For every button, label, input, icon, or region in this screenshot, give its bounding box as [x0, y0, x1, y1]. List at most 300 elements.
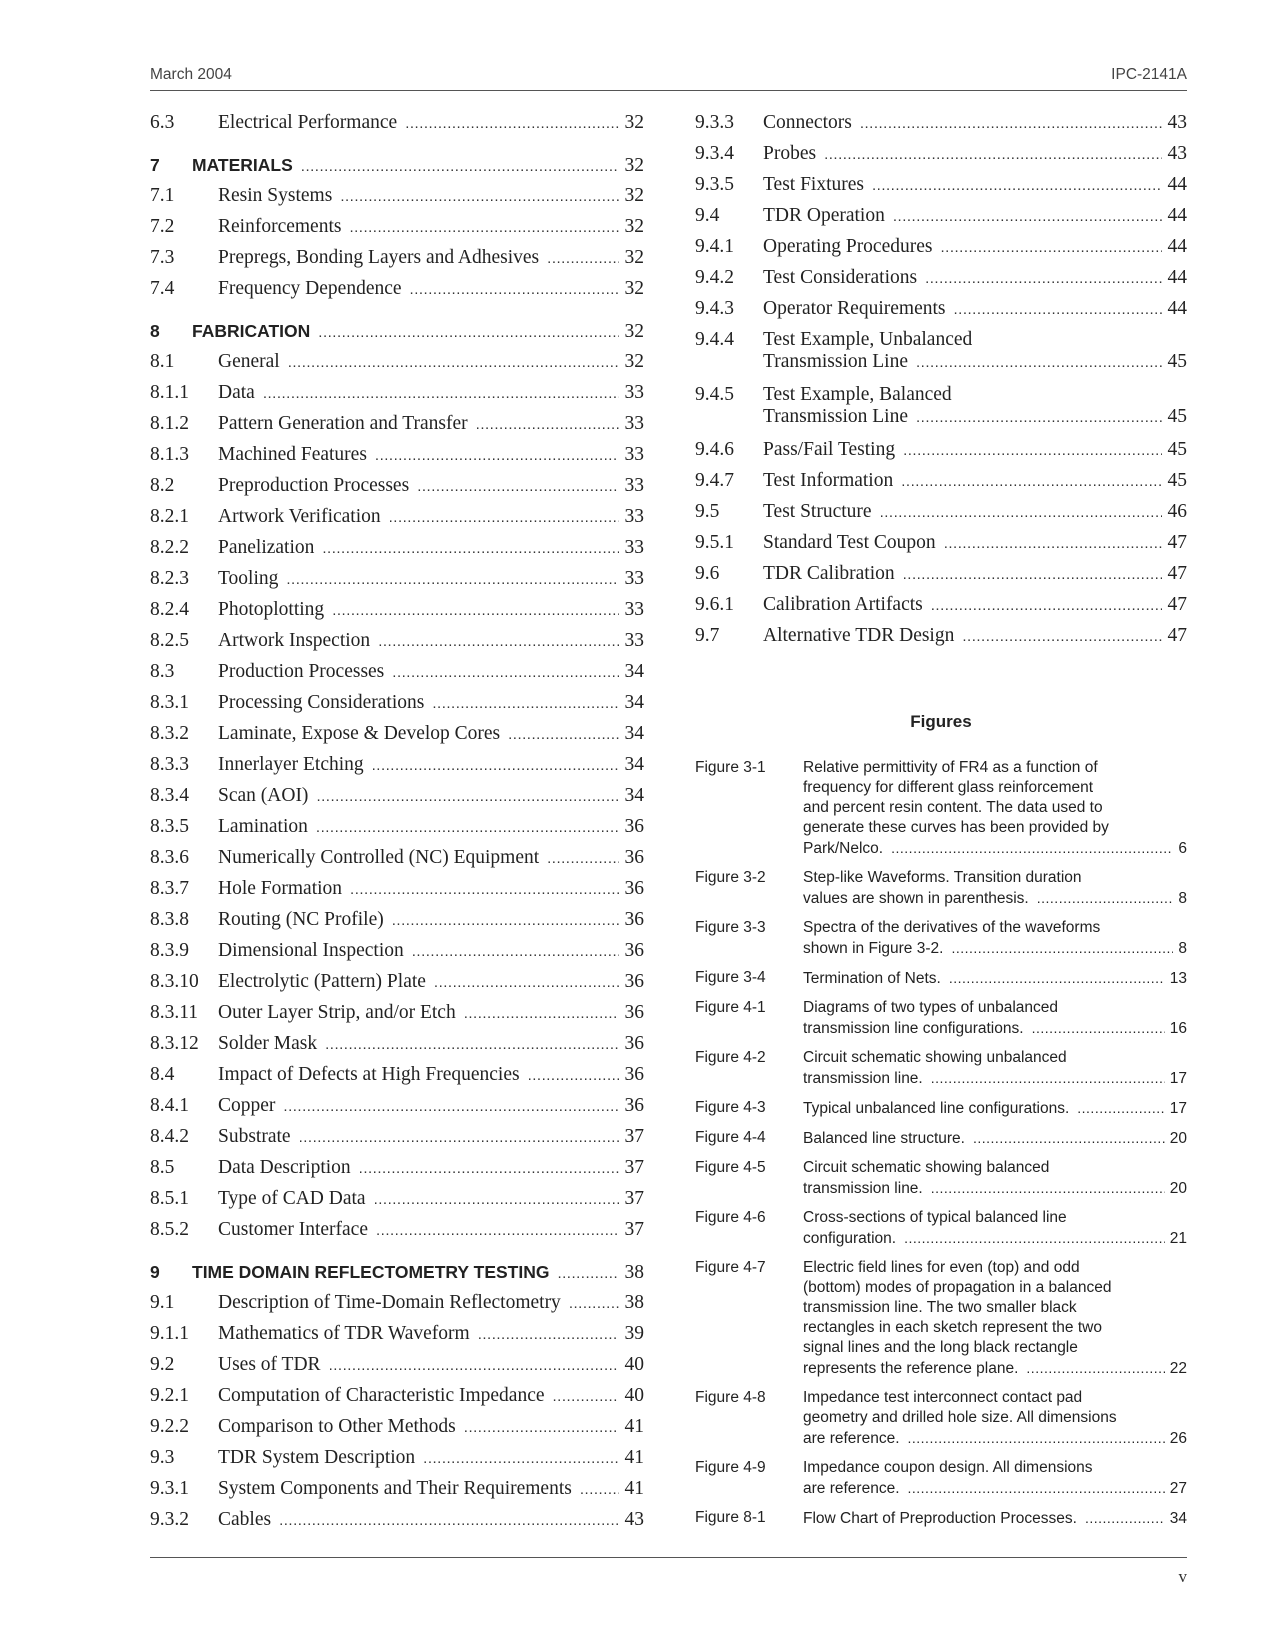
- figure-label: Figure 3-3: [695, 919, 766, 936]
- figure-page: 8: [1178, 890, 1187, 907]
- toc-entry-number: 7.4: [150, 278, 175, 299]
- toc-entry-title-line: [218, 847, 644, 870]
- figure-list-entry[interactable]: [695, 1048, 1187, 1089]
- figure-caption-text: Impedance coupon design. All dimensions: [803, 1459, 1093, 1476]
- toc-entry[interactable]: [150, 247, 644, 278]
- dot-leader: [944, 533, 1162, 555]
- toc-entry[interactable]: [150, 878, 644, 909]
- toc-right-column: [695, 112, 1187, 1538]
- toc-entry[interactable]: [150, 1292, 644, 1323]
- figure-label: Figure 4-2: [695, 1049, 766, 1066]
- figure-page: 20: [1169, 1130, 1187, 1147]
- toc-entry-title: Routing (NC Profile): [218, 909, 384, 930]
- figure-caption-last-line: [803, 1098, 1187, 1119]
- figure-caption-end: Balanced line structure.: [803, 1130, 965, 1147]
- toc-entry-title-line: [218, 1323, 644, 1346]
- toc-entry-title-continuation: [763, 351, 1187, 374]
- toc-entry-title-line: [218, 247, 644, 270]
- figure-caption: [803, 998, 1187, 1039]
- toc-entry-number: 9.3.2: [150, 1509, 189, 1530]
- toc-entry[interactable]: [695, 470, 1187, 501]
- toc-entry-page: 43: [1167, 112, 1187, 133]
- dot-leader: [940, 237, 1161, 259]
- toc-entry-title-line: [763, 625, 1187, 648]
- figure-caption: [803, 1458, 1187, 1499]
- toc-entry-number: 8.1.3: [150, 444, 189, 465]
- toc-entry-number: 8.4: [150, 1064, 175, 1085]
- toc-entry-title-line: [218, 1292, 644, 1315]
- figure-caption-last-line: [803, 1018, 1187, 1039]
- toc-entry-number: 8.3.1: [150, 692, 189, 713]
- figure-page: 8: [1178, 940, 1187, 957]
- dot-leader: [423, 1448, 618, 1470]
- figure-caption-last-line: [803, 1478, 1187, 1499]
- toc-entry[interactable]: [150, 1478, 644, 1509]
- figure-caption-end: shown in Figure 3-2.: [803, 940, 944, 957]
- toc-entry-title: Scan (AOI): [218, 785, 309, 806]
- dot-leader: [891, 838, 1173, 858]
- toc-entry-title: Machined Features: [218, 444, 367, 465]
- figure-caption: [803, 1208, 1187, 1249]
- toc-entry-page: 34: [624, 785, 644, 806]
- toc-entry-page: 33: [624, 568, 644, 589]
- figure-page: 6: [1178, 840, 1187, 857]
- toc-entry[interactable]: [695, 501, 1187, 532]
- toc-entry-title: Numerically Controlled (NC) Equipment: [218, 847, 540, 868]
- dot-leader: [389, 507, 619, 529]
- figure-caption-end: Typical unbalanced line configurations.: [803, 1100, 1070, 1117]
- figure-caption-text: Circuit schematic showing unbalanced: [803, 1049, 1067, 1066]
- toc-entry-page: 36: [624, 878, 644, 899]
- dot-leader: [417, 476, 618, 498]
- figure-list-entry[interactable]: [695, 918, 1187, 959]
- toc-entry-title: MATERIALS: [192, 155, 293, 175]
- dot-leader: [901, 471, 1161, 493]
- dot-leader: [464, 1003, 619, 1025]
- figure-caption-text: Spectra of the derivatives of the waveforms: [803, 919, 1101, 936]
- toc-entry-page: 45: [1167, 406, 1187, 427]
- toc-entry-title: Electrolytic (Pattern) Plate: [218, 971, 426, 992]
- toc-chapter-entry[interactable]: [150, 154, 644, 185]
- toc-entry[interactable]: [150, 1509, 644, 1540]
- toc-entry[interactable]: [150, 630, 644, 661]
- toc-entry[interactable]: [150, 1354, 644, 1385]
- toc-entry[interactable]: [150, 112, 644, 143]
- toc-entry[interactable]: [150, 692, 644, 723]
- toc-entry[interactable]: [150, 351, 644, 382]
- figure-page: 13: [1169, 970, 1187, 987]
- toc-entry-title-line: [218, 413, 644, 436]
- figure-list-entry[interactable]: [695, 1098, 1187, 1119]
- figure-page: 20: [1169, 1180, 1187, 1197]
- figure-caption: [803, 758, 1187, 859]
- toc-entry[interactable]: [695, 439, 1187, 470]
- toc-entry-page: 45: [1167, 470, 1187, 491]
- toc-entry[interactable]: [150, 1126, 644, 1157]
- toc-entry-number: 9.5.1: [695, 532, 734, 553]
- toc-entry-title: Cables: [218, 1509, 272, 1530]
- figure-label: Figure 4-6: [695, 1209, 766, 1226]
- toc-entry[interactable]: [695, 267, 1187, 298]
- toc-entry-page: 37: [624, 1126, 644, 1147]
- toc-entry-page: 46: [1167, 501, 1187, 522]
- toc-entry-number: 8.3.5: [150, 816, 189, 837]
- toc-entry-page: 33: [624, 630, 644, 651]
- figure-list-entry[interactable]: [695, 1128, 1187, 1149]
- toc-entry[interactable]: [695, 174, 1187, 205]
- toc-entry-page: 40: [624, 1354, 644, 1375]
- toc-entry[interactable]: [150, 444, 644, 475]
- toc-entry-page: 33: [624, 382, 644, 403]
- toc-entry-page: 47: [1167, 563, 1187, 584]
- dot-leader: [1077, 1098, 1164, 1118]
- toc-entry[interactable]: [150, 1416, 644, 1447]
- toc-entry[interactable]: [150, 816, 644, 847]
- dot-leader: [569, 1293, 619, 1315]
- toc-entry-number: 7: [150, 155, 160, 175]
- toc-entry[interactable]: [150, 185, 644, 216]
- dot-leader: [1026, 1358, 1164, 1378]
- toc-entry-title-line: [218, 816, 644, 839]
- dot-leader: [908, 1478, 1165, 1498]
- figure-label: Figure 4-4: [695, 1129, 766, 1146]
- dot-leader: [872, 175, 1161, 197]
- toc-entry-title: Electrical Performance: [218, 112, 398, 133]
- toc-entry-number: 9.2: [150, 1354, 175, 1375]
- dot-leader: [1085, 1508, 1165, 1528]
- figure-list-entry[interactable]: [695, 1388, 1187, 1449]
- toc-entry-page: 44: [1167, 205, 1187, 226]
- toc-entry-title: Test Structure: [763, 501, 872, 522]
- toc-entry[interactable]: [695, 384, 1187, 439]
- toc-chapter-entry[interactable]: [150, 320, 644, 351]
- toc-entry-title-line: [218, 1385, 644, 1408]
- toc-entry-title: TDR Operation: [763, 205, 885, 226]
- figure-page: 26: [1169, 1430, 1187, 1447]
- toc-entry-title: Standard Test Coupon: [763, 532, 936, 553]
- figure-page: 21: [1169, 1230, 1187, 1247]
- figure-caption: [803, 968, 1187, 989]
- figure-caption-last-line: [803, 1228, 1187, 1249]
- toc-entry-number: 9.3.3: [695, 112, 734, 133]
- toc-entry[interactable]: [150, 382, 644, 413]
- toc-entry-title-line: [218, 1126, 644, 1149]
- toc-entry-page: 32: [624, 112, 644, 133]
- dot-leader: [478, 1324, 619, 1346]
- dot-leader: [908, 1428, 1165, 1448]
- toc-entry-title: Resin Systems: [218, 185, 333, 206]
- toc-entry[interactable]: [150, 278, 644, 309]
- toc-entry[interactable]: [150, 971, 644, 1002]
- figure-label: Figure 4-1: [695, 999, 766, 1016]
- toc-entry-number: 9.7: [695, 625, 720, 646]
- toc-entry[interactable]: [150, 475, 644, 506]
- toc-entry[interactable]: [695, 532, 1187, 563]
- toc-entry-title-line: [218, 630, 644, 653]
- dot-leader: [973, 1128, 1165, 1148]
- toc-entry[interactable]: [150, 1064, 644, 1095]
- figure-page: 34: [1169, 1510, 1187, 1527]
- figure-list-entry[interactable]: [695, 1258, 1187, 1379]
- toc-entry-title: Panelization: [218, 537, 315, 558]
- toc-entry[interactable]: [695, 625, 1187, 656]
- toc-entry-title: Pattern Generation and Transfer: [218, 413, 468, 434]
- toc-entry-title: Probes: [763, 143, 817, 164]
- dot-leader: [464, 1417, 619, 1439]
- toc-entry-page: 37: [624, 1157, 644, 1178]
- figure-caption-end: transmission line configurations.: [803, 1020, 1024, 1037]
- toc-chapter-entry[interactable]: [150, 1261, 644, 1292]
- toc-entry-number: 9.6: [695, 563, 720, 584]
- toc-entry[interactable]: [150, 1033, 644, 1064]
- dot-leader: [316, 817, 619, 839]
- toc-entry-title-line: [218, 351, 644, 374]
- dot-leader: [580, 1479, 619, 1501]
- toc-entry-number: 8.3: [150, 661, 175, 682]
- figure-caption-last-line: [803, 1428, 1187, 1449]
- toc-entry-page: 36: [624, 971, 644, 992]
- toc-entry-number: 7.3: [150, 247, 175, 268]
- toc-entry-number: 8.3.3: [150, 754, 189, 775]
- toc-entry-number: 8.3.9: [150, 940, 189, 961]
- figure-caption-last-line: [803, 1508, 1187, 1529]
- toc-entry-number: 8.3.7: [150, 878, 189, 899]
- toc-entry-title-line: [763, 563, 1187, 586]
- figure-label: Figure 8-1: [695, 1509, 766, 1526]
- toc-entry[interactable]: [150, 413, 644, 444]
- toc-entry-title: Test Information: [763, 470, 894, 491]
- toc-entry-page: 41: [624, 1478, 644, 1499]
- dot-leader: [318, 322, 618, 344]
- toc-entry-title: Preproduction Processes: [218, 475, 410, 496]
- dot-leader: [903, 564, 1162, 586]
- toc-entry-page: 33: [624, 413, 644, 434]
- figure-caption-last-line: [803, 1128, 1187, 1149]
- dot-leader: [824, 144, 1161, 166]
- toc-entry[interactable]: [150, 1447, 644, 1478]
- toc-entry-title-line: [763, 236, 1187, 259]
- toc-entry-number: 8.3.4: [150, 785, 189, 806]
- toc-entry-title: Production Processes: [218, 661, 385, 682]
- toc-entry-number: 9.6.1: [695, 594, 734, 615]
- toc-entry-title-line: [763, 470, 1187, 493]
- toc-entry-page: 43: [1167, 143, 1187, 164]
- toc-entry-title: Test Considerations: [763, 267, 918, 288]
- toc-entry[interactable]: [695, 236, 1187, 267]
- toc-entry-title: Type of CAD Data: [218, 1188, 366, 1209]
- toc-entry-title-line: [218, 1188, 644, 1211]
- toc-entry-number: 8.3.6: [150, 847, 189, 868]
- figure-caption-end: Termination of Nets.: [803, 970, 941, 987]
- toc-entry-title-line: [218, 971, 644, 994]
- toc-entry-title: Alternative TDR Design: [763, 625, 955, 646]
- toc-entry[interactable]: [150, 909, 644, 940]
- dot-leader: [372, 755, 619, 777]
- figure-page: 17: [1169, 1100, 1187, 1117]
- figure-caption-last-line: [803, 888, 1187, 909]
- toc-entry-title-line: [763, 594, 1187, 617]
- toc-entry-page: 36: [624, 1095, 644, 1116]
- toc-entry-page: 34: [624, 692, 644, 713]
- toc-entry-page: 47: [1167, 625, 1187, 646]
- toc-entry-title-line: [218, 1219, 644, 1242]
- figure-caption-end: Park/Nelco.: [803, 840, 884, 857]
- toc-entry-page: 44: [1167, 174, 1187, 195]
- dot-leader: [286, 569, 618, 591]
- toc-entry-number: 9.2.1: [150, 1385, 189, 1406]
- figure-label: Figure 4-8: [695, 1389, 766, 1406]
- toc-entry-title: Mathematics of TDR Waveform: [218, 1323, 470, 1344]
- toc-entry[interactable]: [150, 1188, 644, 1219]
- toc-entry-number: 6.3: [150, 112, 175, 133]
- figure-caption-last-line: [803, 938, 1187, 959]
- toc-entry[interactable]: [150, 847, 644, 878]
- figure-label: Figure 3-1: [695, 759, 766, 776]
- toc-entry[interactable]: [150, 1323, 644, 1354]
- dot-leader: [1037, 888, 1174, 908]
- toc-entry[interactable]: [695, 112, 1187, 143]
- figure-caption-end: transmission line.: [803, 1070, 923, 1087]
- toc-entry-number: 8: [150, 321, 160, 341]
- dot-leader: [553, 1386, 619, 1408]
- toc-entry[interactable]: [695, 143, 1187, 174]
- toc-entry-title-line: [763, 267, 1187, 290]
- toc-entry-title: Solder Mask: [218, 1033, 318, 1054]
- dot-leader: [953, 299, 1161, 321]
- toc-entry-page: 33: [624, 599, 644, 620]
- figure-caption-text: Step-like Waveforms. Transition duration: [803, 869, 1082, 886]
- dot-leader: [893, 206, 1162, 228]
- figure-list-entry[interactable]: [695, 968, 1187, 989]
- toc-entry-title-line: [218, 940, 644, 963]
- figure-list-entry[interactable]: [695, 1458, 1187, 1499]
- figure-label: Figure 4-7: [695, 1259, 766, 1276]
- toc-entry-title-line: [763, 384, 1187, 429]
- toc-entry-page: 32: [624, 321, 644, 342]
- figure-list-entry[interactable]: [695, 868, 1187, 909]
- figure-caption: [803, 1388, 1187, 1449]
- figure-list-entry[interactable]: [695, 1508, 1187, 1529]
- toc-entry[interactable]: [150, 568, 644, 599]
- toc-entry[interactable]: [150, 599, 644, 630]
- dot-leader: [374, 1189, 619, 1211]
- figure-list-entry[interactable]: [695, 1158, 1187, 1199]
- toc-entry-title-line: [218, 1002, 644, 1025]
- toc-entry[interactable]: [150, 661, 644, 692]
- figure-caption-text: Diagrams of two types of unbalanced: [803, 999, 1059, 1016]
- toc-entry[interactable]: [150, 1002, 644, 1033]
- toc-entry[interactable]: [150, 537, 644, 568]
- toc-entry[interactable]: [695, 329, 1187, 384]
- toc-entry-page: 45: [1167, 439, 1187, 460]
- toc-entry[interactable]: [150, 1095, 644, 1126]
- toc-entry-number: 8.2.5: [150, 630, 189, 651]
- toc-entry-number: 9.4.7: [695, 470, 734, 491]
- toc-entry-title: Impact of Defects at High Frequencies: [218, 1064, 520, 1085]
- figure-caption-text: Circuit schematic showing balanced: [803, 1159, 1050, 1176]
- figure-caption: [803, 1158, 1187, 1199]
- toc-entry-page: 44: [1167, 236, 1187, 257]
- toc-entry[interactable]: [150, 1157, 644, 1188]
- figure-caption-last-line: [803, 968, 1187, 989]
- toc-entry-title: TDR System Description: [218, 1447, 416, 1468]
- toc-entry[interactable]: [695, 298, 1187, 329]
- toc-entry[interactable]: [150, 1385, 644, 1416]
- toc-entry[interactable]: [150, 1219, 644, 1250]
- toc-entry-number: 8.2.3: [150, 568, 189, 589]
- toc-entry-title-line: [763, 143, 1187, 166]
- toc-entry-title-line: [192, 1261, 644, 1285]
- toc-entry-title-line: [218, 599, 644, 622]
- toc-entry-page: 37: [624, 1188, 644, 1209]
- figure-list-entry[interactable]: [695, 758, 1187, 859]
- toc-entry-title-line: [218, 568, 644, 591]
- figure-list-entry[interactable]: [695, 1208, 1187, 1249]
- toc-entry-page: 33: [624, 475, 644, 496]
- figure-caption: [803, 1258, 1187, 1379]
- toc-entry[interactable]: [150, 216, 644, 247]
- toc-entry-page: 45: [1167, 351, 1187, 372]
- toc-entry-title-line: [218, 185, 644, 208]
- dot-leader: [329, 1355, 619, 1377]
- figure-caption-end: are reference.: [803, 1430, 900, 1447]
- toc-entry-title-line: [218, 112, 644, 135]
- dot-leader: [547, 848, 618, 870]
- toc-entry-title-line: [218, 1157, 644, 1180]
- toc-entry[interactable]: [150, 785, 644, 816]
- dot-leader: [557, 1263, 618, 1285]
- dot-leader: [1032, 1018, 1165, 1038]
- toc-entry[interactable]: [695, 594, 1187, 625]
- toc-entry-title: Artwork Inspection: [218, 630, 371, 651]
- toc-entry[interactable]: [695, 563, 1187, 594]
- toc-entry[interactable]: [150, 723, 644, 754]
- toc-entry-number: 9.2.2: [150, 1416, 189, 1437]
- dot-leader: [349, 217, 618, 239]
- toc-entry-title-line: [218, 909, 644, 932]
- toc-entry-title: Photoplotting: [218, 599, 325, 620]
- toc-entry-number: 8.5: [150, 1157, 175, 1178]
- toc-entry-title-line: [763, 439, 1187, 462]
- toc-entry-page: 36: [624, 847, 644, 868]
- toc-entry-title-line-2: Transmission Line: [763, 351, 909, 372]
- toc-entry-page: 39: [624, 1323, 644, 1344]
- toc-entry-title-line: [218, 1447, 644, 1470]
- toc-entry[interactable]: [695, 205, 1187, 236]
- figure-label: Figure 4-3: [695, 1099, 766, 1116]
- toc-entry-page: 32: [624, 278, 644, 299]
- toc-entry-page: 34: [624, 754, 644, 775]
- dot-leader: [359, 1158, 619, 1180]
- toc-left-column: [150, 112, 644, 1540]
- toc-entry-title-line: [763, 205, 1187, 228]
- toc-entry-title: Uses of TDR: [218, 1354, 321, 1375]
- toc-entry[interactable]: [150, 506, 644, 537]
- toc-entry-number: 8.3.8: [150, 909, 189, 930]
- dot-leader: [931, 1178, 1165, 1198]
- figure-list-entry[interactable]: [695, 998, 1187, 1039]
- toc-entry-number: 9.5: [695, 501, 720, 522]
- toc-entry-page: 47: [1167, 594, 1187, 615]
- dot-leader: [880, 502, 1162, 524]
- toc-entry-number: 8.1.1: [150, 382, 189, 403]
- toc-entry[interactable]: [150, 754, 644, 785]
- toc-entry-title-line: [218, 1033, 644, 1056]
- toc-entry-page: 36: [624, 1002, 644, 1023]
- figure-caption-text: Cross-sections of typical balanced line: [803, 1209, 1067, 1226]
- toc-entry[interactable]: [150, 940, 644, 971]
- dot-leader: [508, 724, 618, 746]
